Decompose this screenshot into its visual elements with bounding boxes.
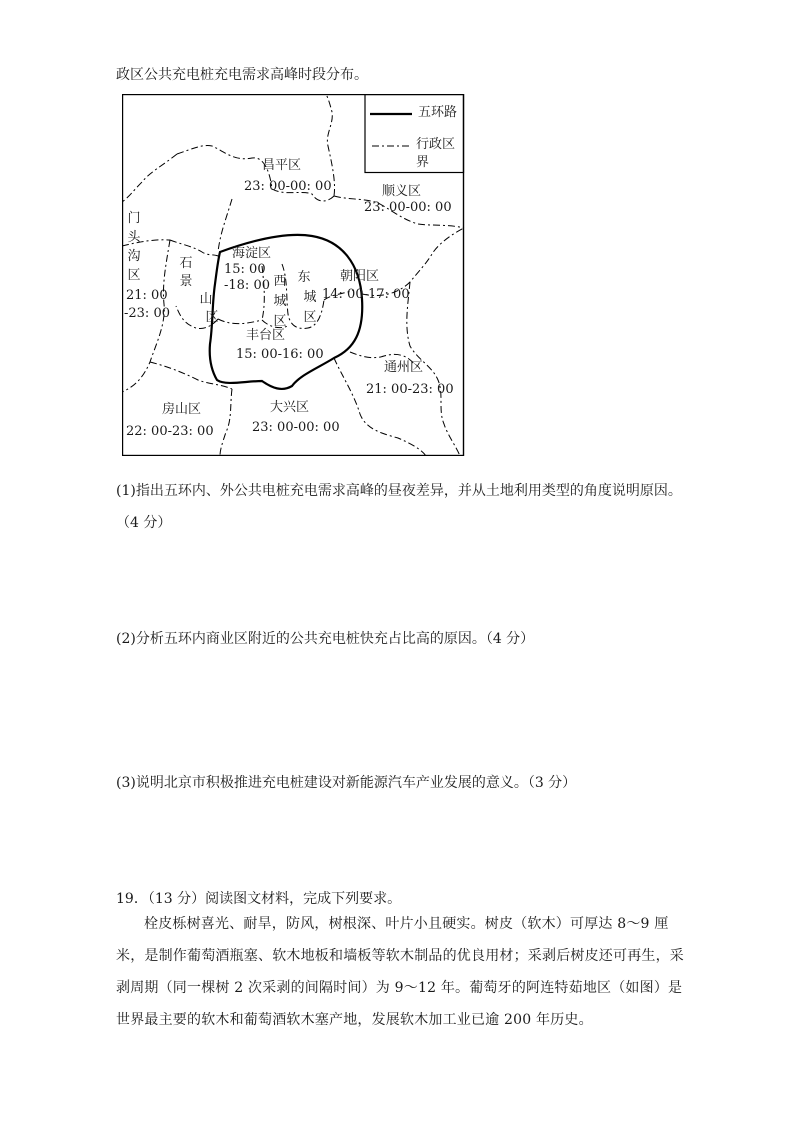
dongcheng-char-2: 城 [303, 290, 317, 305]
legend-boundary-label-2: 界 [416, 155, 430, 170]
question-3: (3)说明北京市积极推进充电桩建设对新能源汽车产业发展的意义。（3 分） [116, 775, 577, 791]
mentougou-char-3: 沟 [127, 249, 141, 264]
haidian-time-1: 15: 00 [224, 262, 266, 277]
fengtai-name: 丰台区 [246, 328, 286, 343]
mentougou-char-4: 区 [127, 268, 141, 283]
shijingshan-char-1: 石 [179, 256, 193, 271]
chaoyang-time: 14: 00-17: 00 [322, 287, 410, 302]
mentougou-char-1: 门 [127, 211, 141, 226]
haidian-name: 海淀区 [232, 246, 272, 261]
xicheng-char-3: 区 [273, 314, 287, 329]
tongzhou-time: 21: 00-23: 00 [366, 382, 454, 397]
shijingshan-char-4: 区 [205, 310, 219, 325]
district-map [122, 94, 466, 456]
dongcheng-char-1: 东 [297, 270, 311, 285]
legend-ring-road-label: 五环路 [418, 105, 458, 120]
dongcheng-char-3: 区 [303, 310, 317, 325]
xicheng-char-2: 城 [273, 294, 287, 309]
legend-boundary-label: 行政区 [416, 137, 456, 152]
shijingshan-char-3: 山 [199, 292, 213, 307]
shunyi-name: 顺义区 [382, 184, 422, 199]
mentougou-time-2: -23: 00 [124, 306, 170, 321]
shunyi-time: 23: 00-00: 00 [364, 200, 452, 215]
fangshan-name: 房山区 [162, 402, 202, 417]
fangshan-time: 22: 00-23: 00 [126, 424, 214, 439]
question-1-line-2: （4 分） [116, 515, 172, 531]
question-2: (2)分析五环内商业区附近的公共充电桩快充占比高的原因。（4 分） [116, 631, 535, 647]
daxing-time: 23: 00-00: 00 [252, 420, 340, 435]
mentougou-time-1: 21: 00 [126, 288, 168, 303]
chaoyang-name: 朝阳区 [340, 269, 380, 284]
question-1-line-1: (1)指出五环内、外公共电桩充电需求高峰的昼夜差异，并从土地利用类型的角度说明原因。 [116, 483, 682, 499]
question-19-material: 栓皮栎树喜光、耐旱，防风，树根深、叶片小且硬实。树皮（软木）可厚达 8～9 厘米，是制作葡萄酒瓶塞、软木地板和墙板等软木制品的优良用材；采剥后树皮还可再生，采剥周期（同一棵树 2 次采剥的间隔时间）为 9～12 年。葡萄牙的阿连特茹地区（如图）是世界最主要的软木和葡萄酒软木塞产地，发展软木加工业已逾 200 年历史。 [116, 916, 684, 1028]
changping-name: 昌平区 [262, 158, 302, 173]
tongzhou-name: 通州区 [384, 360, 424, 375]
xicheng-char-1: 西 [273, 274, 287, 289]
daxing-name: 大兴区 [270, 400, 310, 415]
intro-line: 政区公共充电桩充电需求高峰时段分布。 [116, 67, 368, 83]
shijingshan-char-2: 景 [179, 274, 193, 289]
question-19-heading: 19．（13 分）阅读图文材料，完成下列要求。 [116, 891, 402, 907]
mentougou-char-2: 头 [127, 230, 141, 245]
haidian-time-2: -18: 00 [224, 278, 270, 293]
changping-time: 23: 00-00: 00 [244, 179, 332, 194]
fengtai-time: 15: 00-16: 00 [236, 347, 324, 362]
